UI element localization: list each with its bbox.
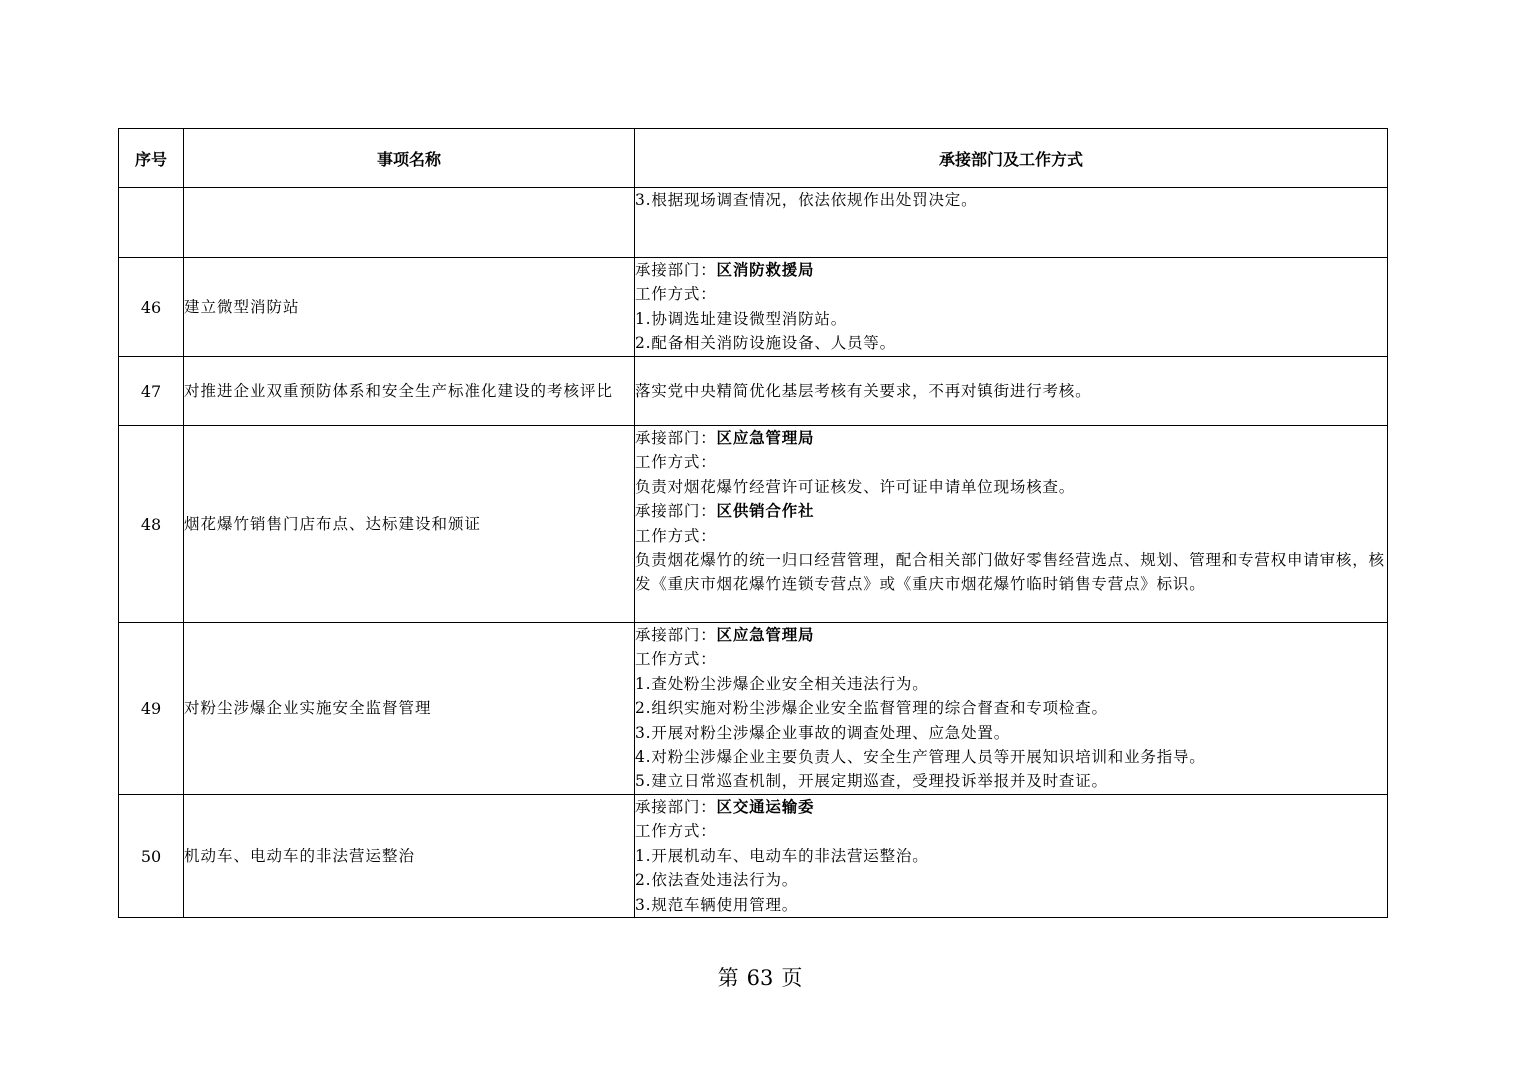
method-label: 工作方式： <box>635 285 717 304</box>
detail-line: 1.开展机动车、电动车的非法营运整治。 <box>635 846 929 865</box>
table-row <box>119 188 1388 258</box>
detail-line: 3.根据现场调查情况，依法依规作出处罚决定。 <box>635 191 978 209</box>
detail-line: 3.开展对粉尘涉爆企业事故的调查处理、应急处置。 <box>635 723 1010 742</box>
row-number: 50 <box>119 795 184 918</box>
row-number: 47 <box>119 357 184 426</box>
dept-label: 承接部门： <box>635 626 717 644</box>
detail-line: 4.对粉尘涉爆企业主要负责人、安全生产管理人员等开展知识培训和业务指导。 <box>635 748 1206 767</box>
row-number <box>119 188 184 258</box>
page-suffix: 页 <box>781 966 803 990</box>
table-row <box>119 357 1388 426</box>
detail-line: 2.配备相关消防设施设备、人员等。 <box>635 334 896 353</box>
method-label: 工作方式： <box>635 822 717 841</box>
page-value: 63 <box>746 966 774 990</box>
row-detail <box>635 795 1388 918</box>
detail-text: 负责烟花爆竹的统一归口经营管理，配合相关部门做好零售经营选点、规划、管理和专营权申请审核，核发《重庆市烟花爆竹连锁专营点》或《重庆市烟花爆竹临时销售专营点》标识。 <box>635 551 1385 594</box>
table-row <box>119 258 1388 357</box>
table-row <box>119 426 1388 623</box>
table-row <box>119 623 1388 795</box>
method-label: 工作方式： <box>635 650 717 669</box>
dept-line <box>635 499 1387 523</box>
dept-name: 区应急管理局 <box>716 429 815 447</box>
dept-name: 区交通运输委 <box>716 798 815 816</box>
detail-text: 负责对烟花爆竹经营许可证核发、许可证申请单位现场核查。 <box>635 477 1076 496</box>
dept-label: 承接部门： <box>635 261 717 279</box>
row-number: 46 <box>119 258 184 357</box>
detail-line: 5.建立日常巡查机制，开展定期巡查，受理投诉举报并及时查证。 <box>635 772 1108 791</box>
detail-line: 3.规范车辆使用管理。 <box>635 895 799 914</box>
row-detail <box>635 188 1388 258</box>
detail-line: 2.依法查处违法行为。 <box>635 871 799 890</box>
row-detail <box>635 623 1388 795</box>
dept-label: 承接部门： <box>635 798 717 816</box>
method-label: 工作方式： <box>635 453 717 472</box>
table-row <box>119 795 1388 918</box>
dept-name: 区消防救援局 <box>716 261 815 279</box>
method-label: 工作方式： <box>635 526 717 545</box>
detail-line: 1.查处粉尘涉爆企业安全相关违法行为。 <box>635 674 929 693</box>
row-name: 对推进企业双重预防体系和安全生产标准化建设的考核评比 <box>184 357 635 426</box>
row-detail <box>635 357 1388 426</box>
header-no: 序号 <box>119 129 184 188</box>
header-detail: 承接部门及工作方式 <box>635 129 1388 188</box>
row-name: 机动车、电动车的非法营运整治 <box>184 795 635 918</box>
row-name: 烟花爆竹销售门店布点、达标建设和颁证 <box>184 426 635 623</box>
page-number <box>0 962 1520 992</box>
matters-table <box>118 128 1388 918</box>
row-number: 48 <box>119 426 184 623</box>
dept-name: 区供销合作社 <box>716 502 815 521</box>
row-name <box>184 188 635 258</box>
table-header-row <box>119 129 1388 188</box>
header-name: 事项名称 <box>184 129 635 188</box>
page-prefix: 第 <box>717 966 739 990</box>
row-name: 对粉尘涉爆企业实施安全监督管理 <box>184 623 635 795</box>
detail-text: 落实党中央精简优化基层考核有关要求，不再对镇街进行考核。 <box>635 381 1092 400</box>
dept-line <box>635 258 1387 282</box>
dept-label: 承接部门： <box>635 429 717 447</box>
row-detail <box>635 426 1388 623</box>
dept-line <box>635 795 1387 819</box>
dept-label: 承接部门： <box>635 502 717 521</box>
dept-line <box>635 426 1387 450</box>
row-name: 建立微型消防站 <box>184 258 635 357</box>
dept-name: 区应急管理局 <box>716 626 815 644</box>
detail-line: 2.组织实施对粉尘涉爆企业安全监督管理的综合督查和专项检查。 <box>635 699 1108 718</box>
dept-line <box>635 623 1387 647</box>
row-detail <box>635 258 1388 357</box>
detail-line: 1.协调选址建设微型消防站。 <box>635 309 847 328</box>
row-number: 49 <box>119 623 184 795</box>
